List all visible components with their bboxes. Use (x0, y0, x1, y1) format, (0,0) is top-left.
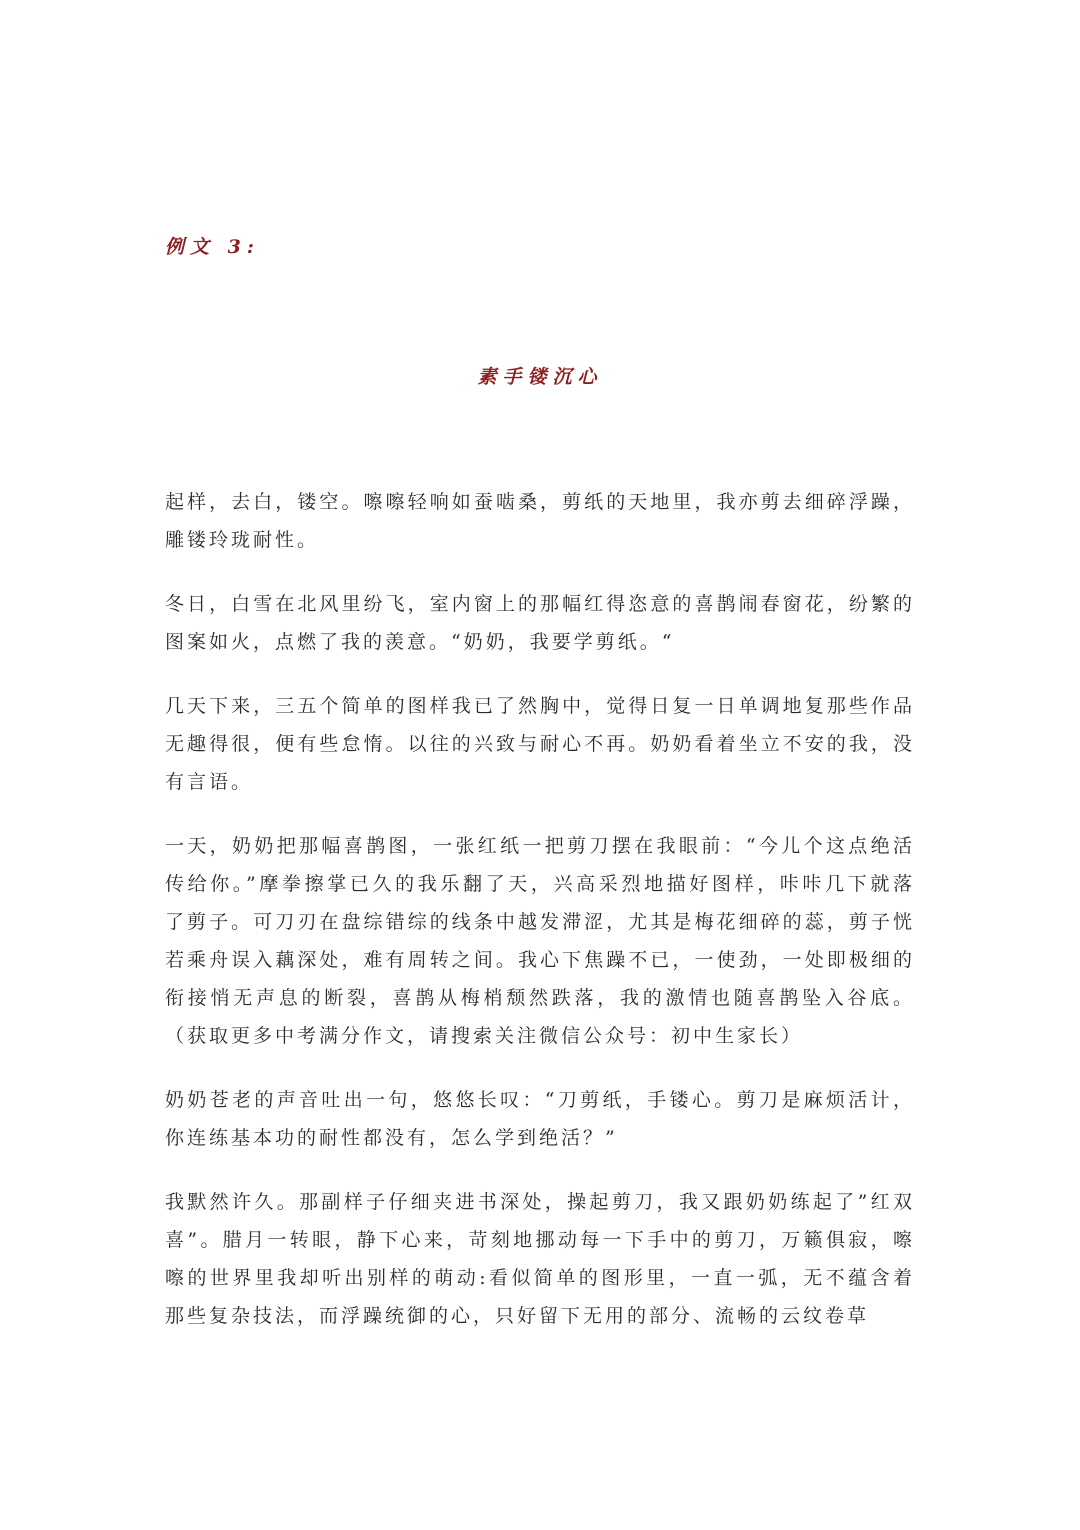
article-body (165, 483, 915, 1361)
paragraph-2: 冬日，白雪在北风里纷飞，室内窗上的那幅红得恣意的喜鹊闹春窗花，纷繁的图案如火，点燃了我的羡意。“奶奶，我要学剪纸。“ (165, 593, 915, 653)
paragraph-3: 几天下来，三五个简单的图样我已了然胸中，觉得日复一日单调地复那些作品无趣得很，便有些怠惰。以往的兴致与耐心不再。奶奶看着坐立不安的我，没有言语。 (165, 695, 915, 793)
article-title: 素手镂沉心 (477, 366, 603, 388)
paragraph-6: 我默然许久。那副样子仔细夹进书深处，操起剪刀，我又跟奶奶练起了”红双喜”。腊月一转眼，静下心来，苛刻地挪动每一下手中的剪刀，万籁俱寂，嚓嚓的世界里我却听出别样的萌动:看似简单的图形里，一直一弧，无不蕴含着那些复杂技法，而浮躁统御的心，只好留下无用的部分、流畅的云纹卷草 (165, 1191, 915, 1327)
paragraph-5: 奶奶苍老的声音吐出一句，悠悠长叹：“刀剪纸，手镂心。剪刀是麻烦活计，你连练基本功的耐性都没有，怎么学到绝活？” (165, 1089, 915, 1149)
example-label: 例文 3: (165, 236, 260, 258)
paragraph-1: 起样，去白，镂空。嚓嚓轻响如蚕啮桑，剪纸的天地里，我亦剪去细碎浮躁，雕镂玲珑耐性。 (165, 491, 915, 551)
paragraph-4: 一天，奶奶把那幅喜鹊图，一张红纸一把剪刀摆在我眼前：“今儿个这点绝活传给你。”摩拳擦掌已久的我乐翻了天，兴高采烈地描好图样，咔咔几下就落了剪子。可刀刃在盘综错综的线条中越发滞涩，尤其是梅花细碎的蕊，剪子恍若乘舟误入藕深处，难有周转之间。我心下焦躁不已，一使劲，一处即极细的衔接悄无声息的断裂，喜鹊从梅梢颓然跌落，我的激情也随喜鹊坠入谷底。（获取更多中考满分作文，请搜索关注微信公众号：初中生家长） (165, 835, 915, 1047)
